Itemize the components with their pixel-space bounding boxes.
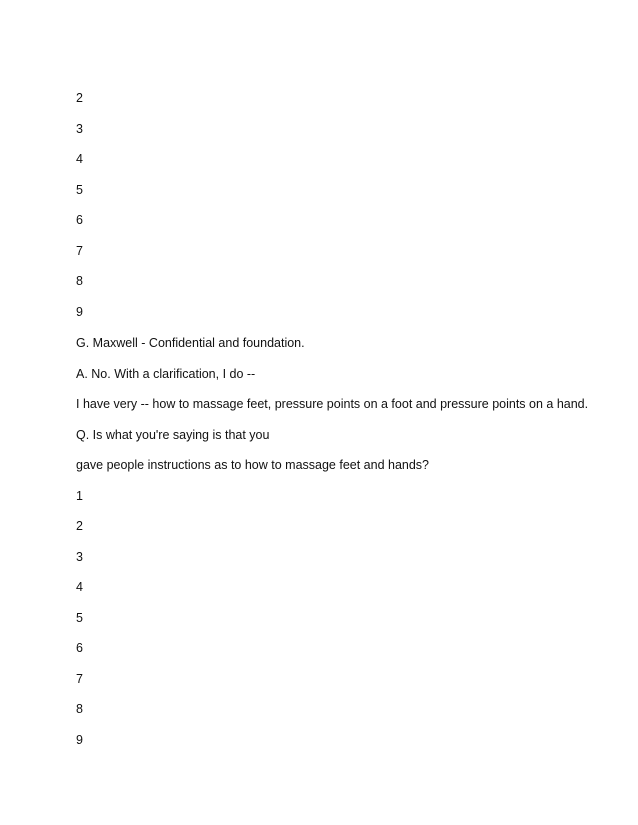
line-number-4: 4 bbox=[76, 152, 83, 166]
transcript-line: gave people instructions as to how to massage feet and hands? bbox=[76, 458, 430, 472]
line-number-8: 8 bbox=[76, 274, 83, 288]
line-number-6: 6 bbox=[76, 641, 83, 655]
line-number-6: 6 bbox=[76, 213, 83, 227]
line-number-1: 1 bbox=[76, 489, 83, 503]
line-number-2: 2 bbox=[76, 91, 83, 105]
line-number-7: 7 bbox=[76, 244, 83, 258]
transcript-line: G. Maxwell - Confidential and foundation. bbox=[76, 336, 305, 350]
line-number-9: 9 bbox=[76, 305, 83, 319]
line-number-5: 5 bbox=[76, 611, 83, 625]
line-number-7: 7 bbox=[76, 672, 83, 686]
line-number-2: 2 bbox=[76, 519, 83, 533]
line-number-4: 4 bbox=[76, 580, 83, 594]
line-number-5: 5 bbox=[76, 183, 83, 197]
line-number-9: 9 bbox=[76, 733, 83, 747]
transcript-line: A. No. With a clarification, I do -- bbox=[76, 367, 256, 381]
line-number-8: 8 bbox=[76, 702, 83, 716]
line-number-3: 3 bbox=[76, 122, 83, 136]
transcript-line: I have very -- how to massage feet, pressure points on a foot and pressure points on a hand. bbox=[76, 397, 589, 411]
transcript-line: Q. Is what you're saying is that you bbox=[76, 428, 270, 442]
line-number-3: 3 bbox=[76, 550, 83, 564]
